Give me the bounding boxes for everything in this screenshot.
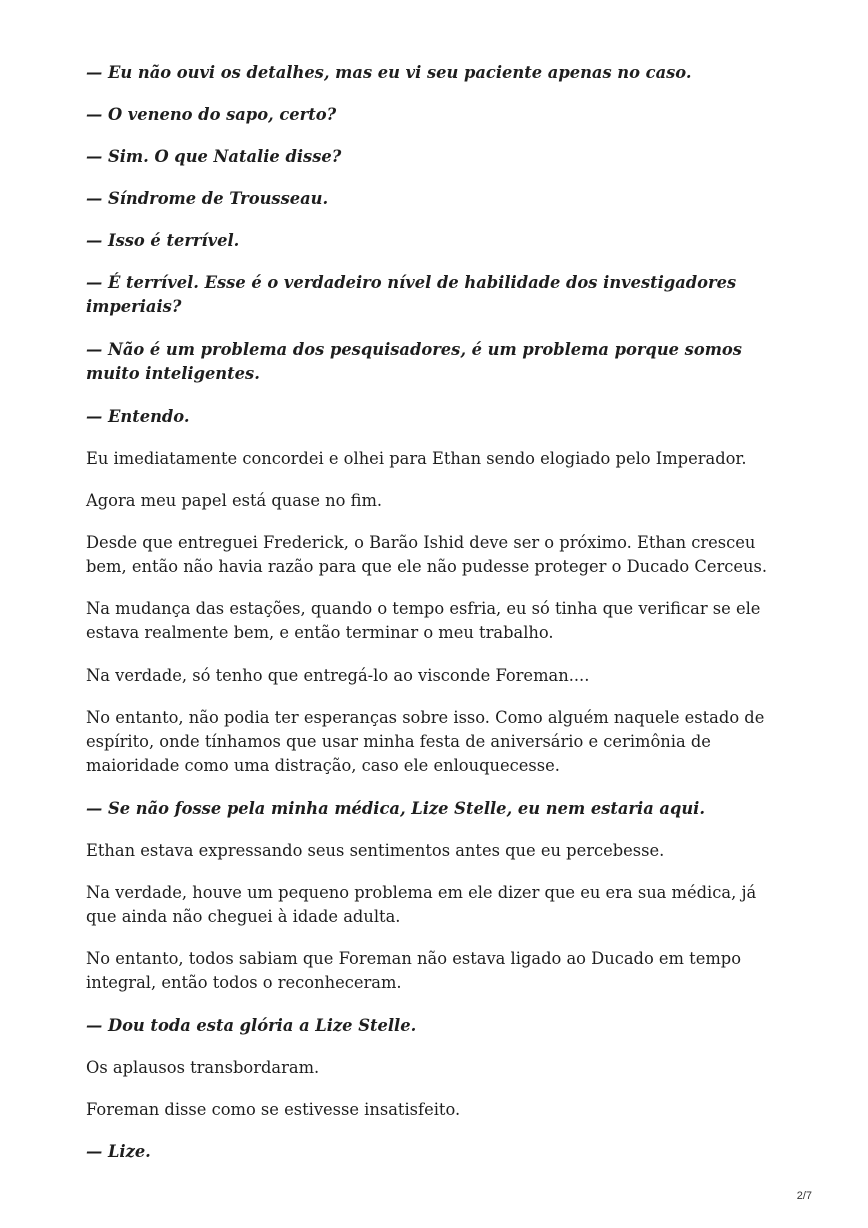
paragraph: — Não é um problema dos pesquisadores, é um problema porque somos muito inteligentes. [86,340,742,383]
paragraph: — O veneno do sapo, certo? [86,105,337,124]
paragraph: — Isso é terrível. [86,231,240,250]
paragraph: — Eu não ouvi os detalhes, mas eu vi seu paciente apenas no caso. [86,63,692,82]
paragraph: No entanto, não podia ter esperanças sobre isso. Como alguém naquele estado de espírito, onde tínhamos que usar minha festa de aniversário e cerimônia de maioridade como uma distração, caso ele enlouquecesse. [86,708,765,775]
paragraph: Na mudança das estações, quando o tempo esfria, eu só tinha que verificar se ele estava realmente bem, e então terminar o meu trabalho. [86,599,761,642]
paragraph: No entanto, todos sabiam que Foreman não estava ligado ao Ducado em tempo integral, então todos o reconheceram. [86,949,742,992]
paragraph: Ethan estava expressando seus sentimentos antes que eu percebesse. [86,841,665,860]
paragraph: Foreman disse como se estivesse insatisfeito. [86,1100,461,1119]
paragraph: Os aplausos transbordaram. [86,1058,320,1077]
paragraph: — Sim. O que Natalie disse? [86,147,342,166]
page-number: 2/7 [796,1190,812,1202]
paragraph: — É terrível. Esse é o verdadeiro nível de habilidade dos investigadores imperiais? [86,273,737,316]
paragraph: — Lize. [86,1142,151,1161]
paragraph: Agora meu papel está quase no fim. [86,491,383,510]
paragraph: — Se não fosse pela minha médica, Lize Stelle, eu nem estaria aqui. [86,799,706,818]
paragraph: Desde que entreguei Frederick, o Barão Ishid deve ser o próximo. Ethan cresceu bem, então não havia razão para que ele não pudesse proteger o Ducado Cerceus. [86,533,768,576]
paragraph: Na verdade, houve um pequeno problema em ele dizer que eu era sua médica, já que ainda não cheguei à idade adulta. [86,883,757,926]
paragraph: Eu imediatamente concordei e olhei para Ethan sendo elogiado pelo Imperador. [86,449,747,468]
paragraph: — Dou toda esta glória a Lize Stelle. [86,1016,417,1035]
paragraph: — Entendo. [86,407,190,426]
paragraph: — Síndrome de Trousseau. [86,189,329,208]
paragraph: Na verdade, só tenho que entregá-lo ao visconde Foreman.... [86,666,590,685]
